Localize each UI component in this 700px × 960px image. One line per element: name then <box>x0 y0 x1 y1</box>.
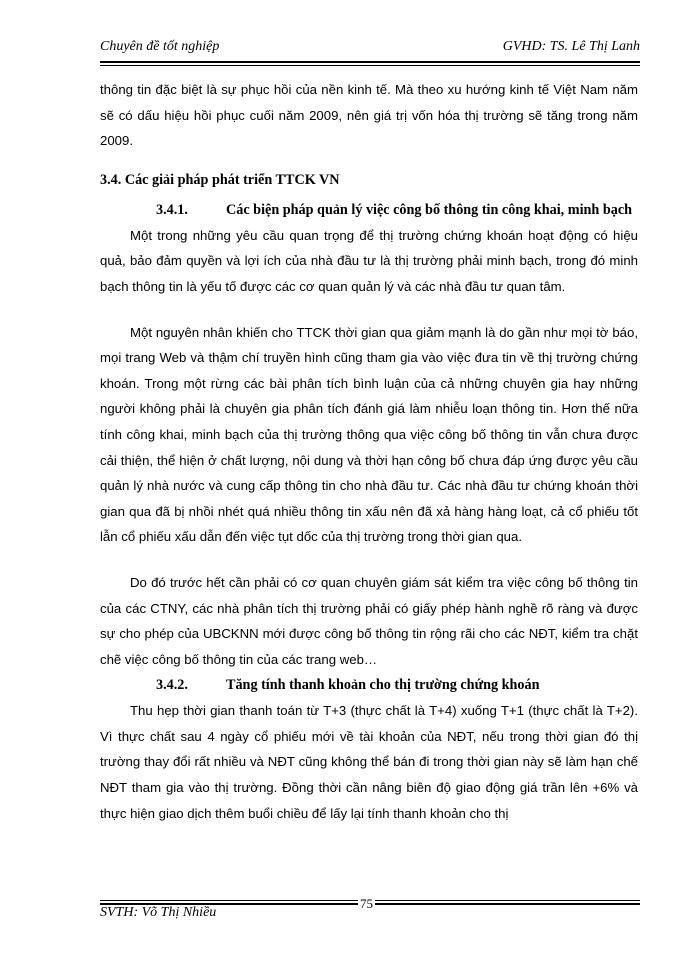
paragraph-3: Do đó trước hết cần phải có cơ quan chuyên giám sát kiểm tra việc công bố thông tin của các CTNY, các nhà phân tích thị trường phải có giấy phép hành nghề rõ ràng và được sự cho phép của UBCKNN mới được công bố thông tin rộng rãi cho các NĐT, kiểm tra chặt chẽ việc công bố thông tin của các trang web… <box>100 574 638 667</box>
header-left-text: Chuyên đề tốt nghiệp <box>100 39 220 54</box>
subsection-title: Các biện pháp quản lý việc công bố thông tin công khai, minh bạch <box>226 201 633 218</box>
subsection-heading-3-4-1 <box>100 197 638 223</box>
section-heading-3-4: 3.4. Các giải pháp phát triển TTCK VN <box>100 171 340 188</box>
paragraph-1: Một trong những yêu cầu quan trọng để thị trường chứng khoán hoạt động có hiệu quả, bảo đảm quyền và lợi ích của nhà đầu tư là thị trường phải minh bạch, trong đó minh bạch thông tin là yếu tố được các cơ quan quản lý và các nhà đầu tư quan tâm. <box>100 227 638 294</box>
subsection-heading-3-4-2 <box>100 672 638 698</box>
header-rule-thin <box>100 65 640 66</box>
page-content <box>100 77 638 826</box>
header-right-text: GVHD: TS. Lê Thị Lanh <box>502 39 640 54</box>
page-number: 75 <box>360 896 373 911</box>
footer-left-text: SVTH: Võ Thị Nhiều <box>100 905 217 920</box>
paragraph-2: Một nguyên nhân khiến cho TTCK thời gian qua giảm mạnh là do gần như mọi tờ báo, mọi trang Web và thậm chí truyền hình cũng tham gia vào việc đưa tin về thị trường chứng khoán. Trong một rừng các bài phân tích bình luận của cả những chuyên gia hay những người không phải là chuyên gia phân tích đánh giá làm nhiễu loạn thông tin. Hơn thế nữa tính công khai, minh bạch của thị trường thông qua việc công bố thông tin vẫn chưa được cải thiện, thể hiện ở chất lượng, nội dung và thời hạn công bố chưa đáp ứng được yêu cầu quản lý nhà nước và cung cấp thông tin cho nhà đầu tư. Các nhà đầu tư chứng khoán thời gian qua đã bị nhồi nhét quá nhiều thông tin xấu nên đã xả hàng hàng loạt, cả cổ phiếu tốt lẫn cổ phiếu xấu dẫn đến việc tụt dốc của thị trường trong thời gian qua. <box>100 324 638 545</box>
header-rule <box>100 61 640 63</box>
subsection-title: Tăng tính thanh khoản cho thị trường chứng khoán <box>226 677 540 694</box>
intro-paragraph: thông tin đặc biệt là sự phục hồi của nền kinh tế. Mà theo xu hướng kinh tế Việt Nam năm sẽ có dấu hiệu hồi phục cuối năm 2009, nên giá trị vốn hóa thị trường sẽ tăng trong năm 2009. <box>100 82 638 149</box>
subsection-number: 3.4.1. <box>156 201 188 218</box>
paragraph-4: Thu hẹp thời gian thanh toán từ T+3 (thực chất là T+4) xuống T+1 (thực chất là T+2). Vì thực chất sau 4 ngày cổ phiếu mới về tài khoản của NĐT, nếu trong thời gian đó thị trường thay đổi rất nhiều và NĐT cũng không thể bán đi trong thời gian này sẽ làm hạn chế NĐT tham gia vào thị trường. Đồng thời cần nâng biên độ giao động giá trần lên +6% và thực hiện giao dịch thêm buổi chiều để lấy lại tính thanh khoản cho thị <box>100 703 638 821</box>
page-header <box>100 37 640 57</box>
subsection-number: 3.4.2. <box>156 677 188 694</box>
